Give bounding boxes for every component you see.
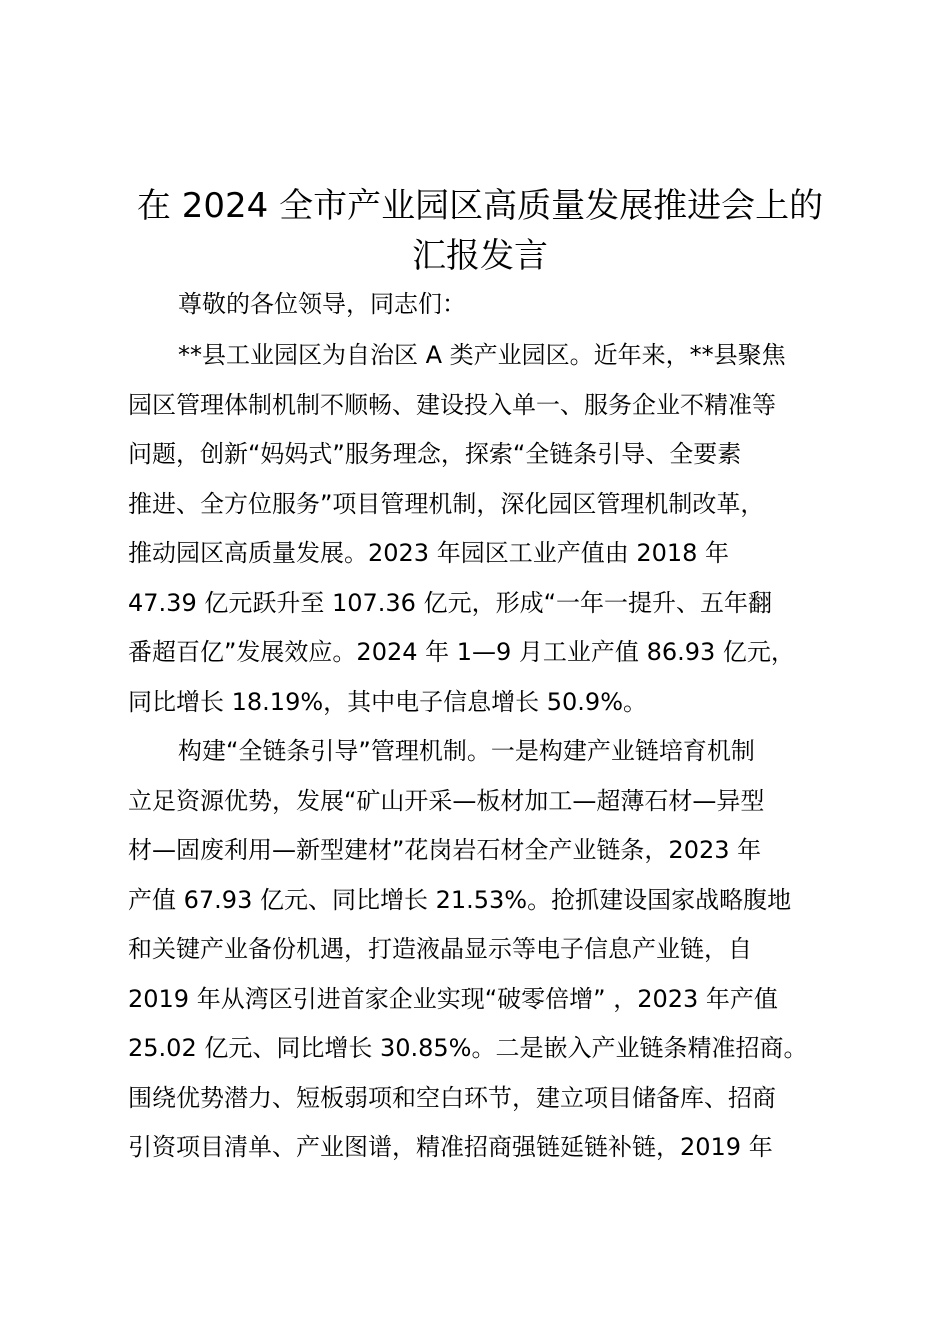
text-line: 同比增长 18.19%，其中电子信息增长 50.9%。 xyxy=(128,687,648,716)
document-title-line-2: 汇报发言 xyxy=(412,236,548,276)
text-line: 推进、全方位服务”项目管理机制，深化园区管理机制改革， xyxy=(128,489,765,518)
text-line: 立足资源优势，发展“矿山开采—板材加工—超薄石材—异型 xyxy=(128,786,765,815)
text-line: 推动园区高质量发展。2023 年园区工业产值由 2018 年 xyxy=(128,539,730,567)
text-line: 和关键产业备份机遇，打造液晶显示等电子信息产业链，自 xyxy=(128,935,752,963)
text-line: 材—固废利用—新型建材”花岗岩石材全产业链条，2023 年 xyxy=(128,836,762,864)
text-line: 园区管理体制机制不顺畅、建设投入单一、服务企业不精准等 xyxy=(128,390,776,419)
document-title-line-1: 在 2024 全市产业园区高质量发展推进会上的 xyxy=(136,186,824,226)
salutation xyxy=(128,280,848,330)
text-line: 25.02 亿元、同比增长 30.85%。二是嵌入产业链条精准招商。 xyxy=(128,1034,808,1062)
text-line: 2019 年从湾区引进首家企业实现“破零倍增” ，2023 年产值 xyxy=(128,984,778,1013)
text-line: 问题，创新“妈妈式”服务理念，探索“全链条引导、全要素 xyxy=(128,440,742,468)
text-line: 引资项目清单、产业图谱，精准招商强链延链补链，2019 年 xyxy=(128,1133,773,1161)
text-line: **县工业园区为自治区 A 类产业园区。近年来，**县聚焦 xyxy=(178,341,786,369)
text-line: 产值 67.93 亿元、同比增长 21.53%。抢抓建设国家战略腹地 xyxy=(128,885,792,914)
paragraph-intro xyxy=(128,331,848,727)
paragraph-chain-guidance xyxy=(128,727,848,1173)
text-line: 番超百亿”发展效应。2024 年 1—9 月工业产值 86.93 亿元， xyxy=(128,638,795,666)
text-line: 构建“全链条引导”管理机制。一是构建产业链培育机制 xyxy=(178,737,755,765)
text-line: 47.39 亿元跃升至 107.36 亿元，形成“一年一提升、五年翻 xyxy=(128,588,773,617)
text-line: 围绕优势潜力、短板弱项和空白环节，建立项目储备库、招商 xyxy=(128,1083,776,1112)
text-line: 尊敬的各位领导，同志们： xyxy=(178,290,466,318)
